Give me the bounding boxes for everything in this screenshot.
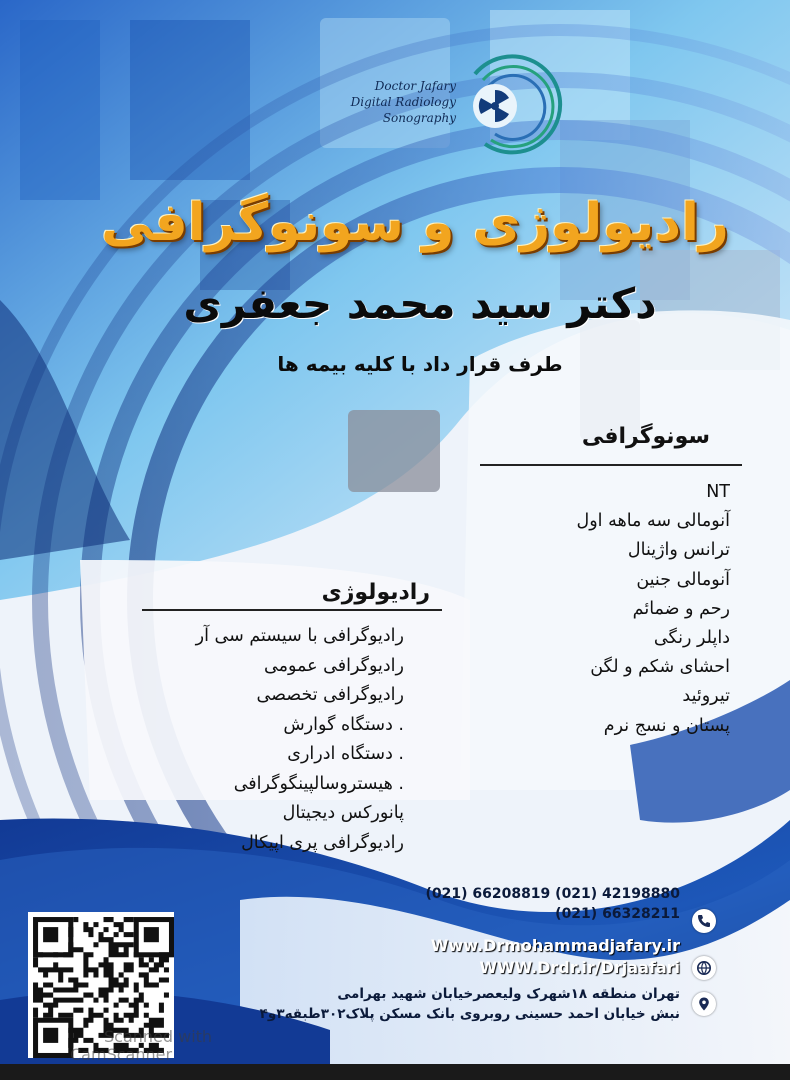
doctor-name: دکتر سید محمد جعفری <box>183 279 657 328</box>
list-item: رحم و ضمائم <box>632 598 730 619</box>
list-item: آنومالی جنین <box>636 569 730 590</box>
address-line-2: نبش خیابان احمد حسینی روبروی بانک مسکن پلاک۳۰۲طبقه۳و۴ <box>259 1006 680 1022</box>
clinic-title: رادیولوژی و سونوگرافی <box>101 193 729 253</box>
list-item: آنومالی سه ماهه اول <box>576 511 730 532</box>
watermark-line-1: Scanned with <box>104 1027 213 1046</box>
list-item: . هیستروسالپینگوگرافی <box>233 773 404 794</box>
address-line-1: تهران منطقه ۱۸شهرک ولیعصرخیابان شهید بهرامی <box>337 986 680 1002</box>
bottom-edge <box>0 1064 790 1080</box>
list-item: . دستگاه گوارش <box>283 714 404 735</box>
radiology-list <box>100 622 404 858</box>
list-item: ترانس واژینال <box>627 540 730 561</box>
phone-icon <box>692 909 716 933</box>
phone-numbers: (021) 66208819 (021) 42198880 <box>425 886 680 902</box>
list-item: رادیوگرافی تخصصی <box>256 685 404 705</box>
list-item: پستان و نسج نرم <box>603 715 730 736</box>
radiology-heading: رادیولوژی <box>321 580 430 605</box>
sonography-divider <box>480 464 742 466</box>
list-item: . دستگاه ادراری <box>287 744 404 764</box>
insurance-note: طرف قرار داد با کلیه بیمه ها <box>277 352 563 376</box>
globe-icon <box>692 956 716 980</box>
watermark-line-2: CamScanner <box>70 1045 173 1064</box>
location-pin-icon <box>692 992 716 1016</box>
website-link-secondary[interactable]: WWW.Drdr.ir/Drjaafari <box>479 958 680 977</box>
list-item: NT <box>706 482 730 502</box>
scanner-watermark <box>70 1028 230 1064</box>
phone-number-secondary: (021) 66328211 <box>555 906 680 922</box>
list-item: رادیوگرافی عمومی <box>264 655 404 676</box>
radiation-logo-icon <box>455 44 565 164</box>
website-link[interactable]: Www.Drmohammadjafary.ir <box>430 936 680 955</box>
radiology-divider <box>142 609 442 611</box>
sonography-list <box>470 478 730 741</box>
logo-text <box>316 78 456 126</box>
list-item: رادیوگرافی پری اپیکال <box>241 832 404 853</box>
sonography-heading: سونوگرافی <box>581 424 710 449</box>
logo-line-2: Digital Radiology <box>350 95 456 109</box>
list-item: پانورکس دیجیتال <box>282 803 404 823</box>
list-item: رادیوگرافی با سیستم سی آر <box>195 626 404 646</box>
list-item: تیروئید <box>682 686 730 707</box>
list-item: داپلر رنگی <box>653 627 730 648</box>
list-item: احشای شکم و لگن <box>590 657 730 678</box>
logo-line-1: Doctor Jafary <box>374 79 456 93</box>
logo-line-3: Sonography <box>382 111 456 125</box>
